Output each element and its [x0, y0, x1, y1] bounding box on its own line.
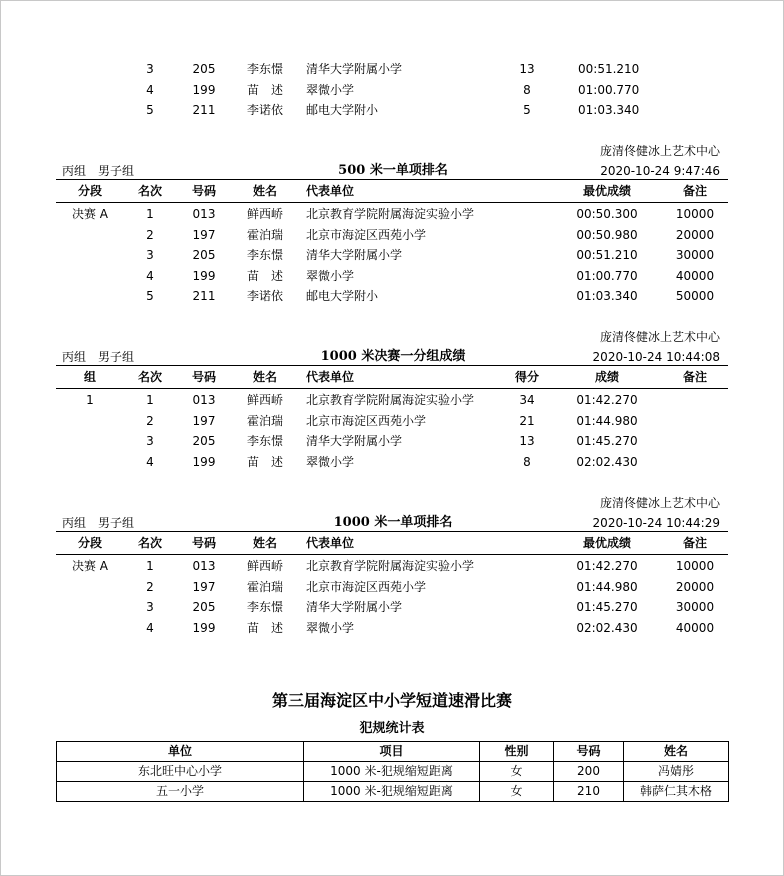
cell-unit: 翠微小学	[306, 82, 355, 97]
violation-table	[56, 741, 729, 802]
violation-number: 210	[554, 782, 624, 802]
cell-unit: 北京市海淀区西苑小学	[306, 579, 427, 594]
cell-rank: 5	[146, 289, 154, 303]
column-header: 号码	[191, 184, 216, 198]
cell-rank: 4	[146, 268, 154, 283]
cell-no: 205	[192, 434, 216, 448]
cell-rank: 3	[146, 434, 154, 448]
cell-result: 01:00.770	[576, 268, 638, 283]
column-header: 组	[83, 370, 96, 384]
cell-result: 01:44.980	[576, 579, 638, 594]
column-header: 最优成绩	[582, 184, 631, 198]
cell-score: 13	[519, 62, 535, 76]
cell-no: 197	[192, 579, 216, 594]
cell-rank: 3	[146, 600, 154, 614]
competition-title: 第三届海淀区中小学短道速滑比赛	[271, 691, 512, 710]
section-timestamp: 2020-10-24 9:47:46	[600, 164, 720, 178]
cell-unit: 翠微小学	[306, 454, 355, 469]
divider-line	[56, 388, 728, 389]
group-label: 丙组 男子组	[62, 516, 135, 530]
cell-name: 鲜西峤	[246, 393, 283, 407]
column-header: 姓名	[252, 536, 277, 550]
section-title: 1000 米决赛一分组成绩	[320, 349, 466, 364]
divider-line	[56, 179, 728, 180]
cell-rank: 4	[146, 620, 154, 635]
cell-result: 01:00.770	[578, 82, 640, 97]
cell-unit: 翠微小学	[306, 268, 355, 283]
cell-unit: 邮电大学附小	[306, 103, 379, 117]
cell-name: 霍泊瑞	[246, 413, 283, 428]
cell-result: 00:50.980	[576, 227, 638, 242]
violation-header-number: 号码	[554, 742, 624, 762]
cell-unit: 北京教育学院附属海淀实验小学	[306, 559, 475, 573]
cell-seg: 决赛 A	[71, 559, 109, 573]
column-header: 备注	[682, 536, 707, 550]
cell-rank: 5	[146, 103, 154, 117]
violation-header-gender: 性别	[480, 742, 554, 762]
group-label: 丙组 男子组	[62, 350, 135, 364]
cell-score: 13	[519, 434, 535, 448]
cell-unit: 清华大学附属小学	[306, 62, 403, 76]
violation-header-item: 项目	[304, 742, 480, 762]
column-header: 号码	[191, 536, 216, 550]
cell-name: 李东憬	[246, 62, 283, 76]
cell-name: 鲜西峤	[246, 207, 283, 221]
cell-name: 苗 述	[246, 454, 283, 469]
cell-score: 8	[523, 82, 531, 97]
cell-no: 013	[192, 393, 216, 407]
cell-note: 10000	[675, 559, 715, 573]
cell-no: 205	[192, 248, 216, 262]
column-header: 最优成绩	[582, 536, 631, 550]
violation-unit: 五一小学	[57, 782, 304, 802]
cell-no: 197	[192, 227, 216, 242]
column-header: 姓名	[252, 370, 277, 384]
cell-rank: 3	[146, 62, 154, 76]
column-header: 姓名	[252, 184, 277, 198]
column-header: 备注	[682, 370, 707, 384]
cell-note: 20000	[675, 579, 715, 594]
cell-note: 40000	[675, 620, 715, 635]
violation-gender: 女	[480, 762, 554, 782]
cell-score: 34	[519, 393, 535, 407]
violation-unit: 东北旺中心小学	[57, 762, 304, 782]
cell-result: 00:51.210	[578, 62, 640, 76]
divider-line	[56, 531, 728, 532]
cell-result: 01:42.270	[576, 393, 638, 407]
cell-unit: 北京教育学院附属海淀实验小学	[306, 393, 475, 407]
cell-score: 21	[519, 413, 535, 428]
column-header: 备注	[682, 184, 707, 198]
cell-rank: 3	[146, 248, 154, 262]
violation-row	[57, 782, 729, 802]
cell-name: 苗 述	[246, 82, 283, 97]
cell-rank: 2	[146, 579, 154, 594]
cell-note: 30000	[675, 600, 715, 614]
cell-name: 苗 述	[246, 268, 283, 283]
cell-unit: 清华大学附属小学	[306, 600, 403, 614]
cell-rank: 1	[146, 559, 154, 573]
cell-no: 199	[192, 454, 216, 469]
column-header: 名次	[137, 184, 162, 198]
violation-header-row	[57, 742, 729, 762]
cell-rank: 2	[146, 227, 154, 242]
violation-number: 200	[554, 762, 624, 782]
cell-no: 211	[192, 103, 216, 117]
column-header: 代表单位	[306, 184, 355, 198]
organizer-name: 庞清佟健冰上艺术中心	[599, 330, 720, 344]
cell-unit: 北京教育学院附属海淀实验小学	[306, 207, 475, 221]
cell-score: 8	[523, 454, 531, 469]
cell-name: 李东憬	[246, 434, 283, 448]
organizer-name: 庞清佟健冰上艺术中心	[599, 144, 720, 158]
column-header: 代表单位	[306, 370, 355, 384]
cell-unit: 北京市海淀区西苑小学	[306, 413, 427, 428]
cell-note: 20000	[675, 227, 715, 242]
section-title: 500 米一单项排名	[338, 163, 448, 178]
cell-unit: 翠微小学	[306, 620, 355, 635]
cell-name: 霍泊瑞	[246, 227, 283, 242]
cell-note: 40000	[675, 268, 715, 283]
cell-rank: 1	[146, 207, 154, 221]
cell-no: 013	[192, 559, 216, 573]
cell-name: 鲜西峤	[246, 559, 283, 573]
violation-header-unit: 单位	[57, 742, 304, 762]
cell-rank: 4	[146, 82, 154, 97]
column-header: 得分	[514, 370, 539, 384]
cell-no: 013	[192, 207, 216, 221]
cell-note: 50000	[675, 289, 715, 303]
cell-name: 李东憬	[246, 248, 283, 262]
column-header: 成绩	[594, 370, 619, 384]
column-header: 号码	[191, 370, 216, 384]
column-header: 分段	[77, 536, 102, 550]
cell-name: 李诺依	[246, 289, 283, 303]
cell-name: 苗 述	[246, 620, 283, 635]
violation-header-name: 姓名	[624, 742, 729, 762]
violation-name: 冯婧彤	[624, 762, 729, 782]
cell-name: 李诺依	[246, 103, 283, 117]
cell-note: 10000	[675, 207, 715, 221]
column-header: 名次	[137, 370, 162, 384]
divider-line	[56, 365, 728, 366]
cell-no: 205	[192, 62, 216, 76]
cell-grp: 1	[86, 393, 94, 407]
cell-no: 205	[192, 600, 216, 614]
cell-rank: 1	[146, 393, 154, 407]
cell-no: 199	[192, 620, 216, 635]
violation-table-title: 犯规统计表	[359, 721, 425, 736]
column-header: 代表单位	[306, 536, 355, 550]
cell-result: 01:03.340	[576, 289, 638, 303]
divider-line	[56, 202, 728, 203]
violation-item: 1000 米-犯规缩短距离	[304, 762, 480, 782]
cell-unit: 北京市海淀区西苑小学	[306, 227, 427, 242]
violation-name: 韩萨仁其木格	[624, 782, 729, 802]
divider-line	[56, 554, 728, 555]
cell-name: 李东憬	[246, 600, 283, 614]
cell-result: 02:02.430	[576, 454, 638, 469]
cell-result: 02:02.430	[576, 620, 638, 635]
cell-result: 00:50.300	[576, 207, 638, 221]
cell-unit: 邮电大学附小	[306, 289, 379, 303]
cell-result: 01:45.270	[576, 600, 638, 614]
cell-no: 199	[192, 268, 216, 283]
organizer-name: 庞清佟健冰上艺术中心	[599, 496, 720, 510]
cell-result: 00:51.210	[576, 248, 638, 262]
cell-result: 01:03.340	[578, 103, 640, 117]
column-header: 名次	[137, 536, 162, 550]
cell-unit: 清华大学附属小学	[306, 248, 403, 262]
cell-seg: 决赛 A	[71, 207, 109, 221]
cell-unit: 清华大学附属小学	[306, 434, 403, 448]
cell-result: 01:44.980	[576, 413, 638, 428]
cell-note: 30000	[675, 248, 715, 262]
violation-item: 1000 米-犯规缩短距离	[304, 782, 480, 802]
cell-no: 211	[192, 289, 216, 303]
group-label: 丙组 男子组	[62, 164, 135, 178]
cell-rank: 4	[146, 454, 154, 469]
section-timestamp: 2020-10-24 10:44:29	[592, 516, 720, 530]
cell-score: 5	[523, 103, 531, 117]
cell-name: 霍泊瑞	[246, 579, 283, 594]
cell-result: 01:42.270	[576, 559, 638, 573]
cell-no: 199	[192, 82, 216, 97]
violation-row	[57, 762, 729, 782]
column-header: 分段	[77, 184, 102, 198]
cell-no: 197	[192, 413, 216, 428]
violation-gender: 女	[480, 782, 554, 802]
cell-result: 01:45.270	[576, 434, 638, 448]
cell-rank: 2	[146, 413, 154, 428]
section-title: 1000 米一单项排名	[333, 515, 453, 530]
section-timestamp: 2020-10-24 10:44:08	[592, 350, 720, 364]
